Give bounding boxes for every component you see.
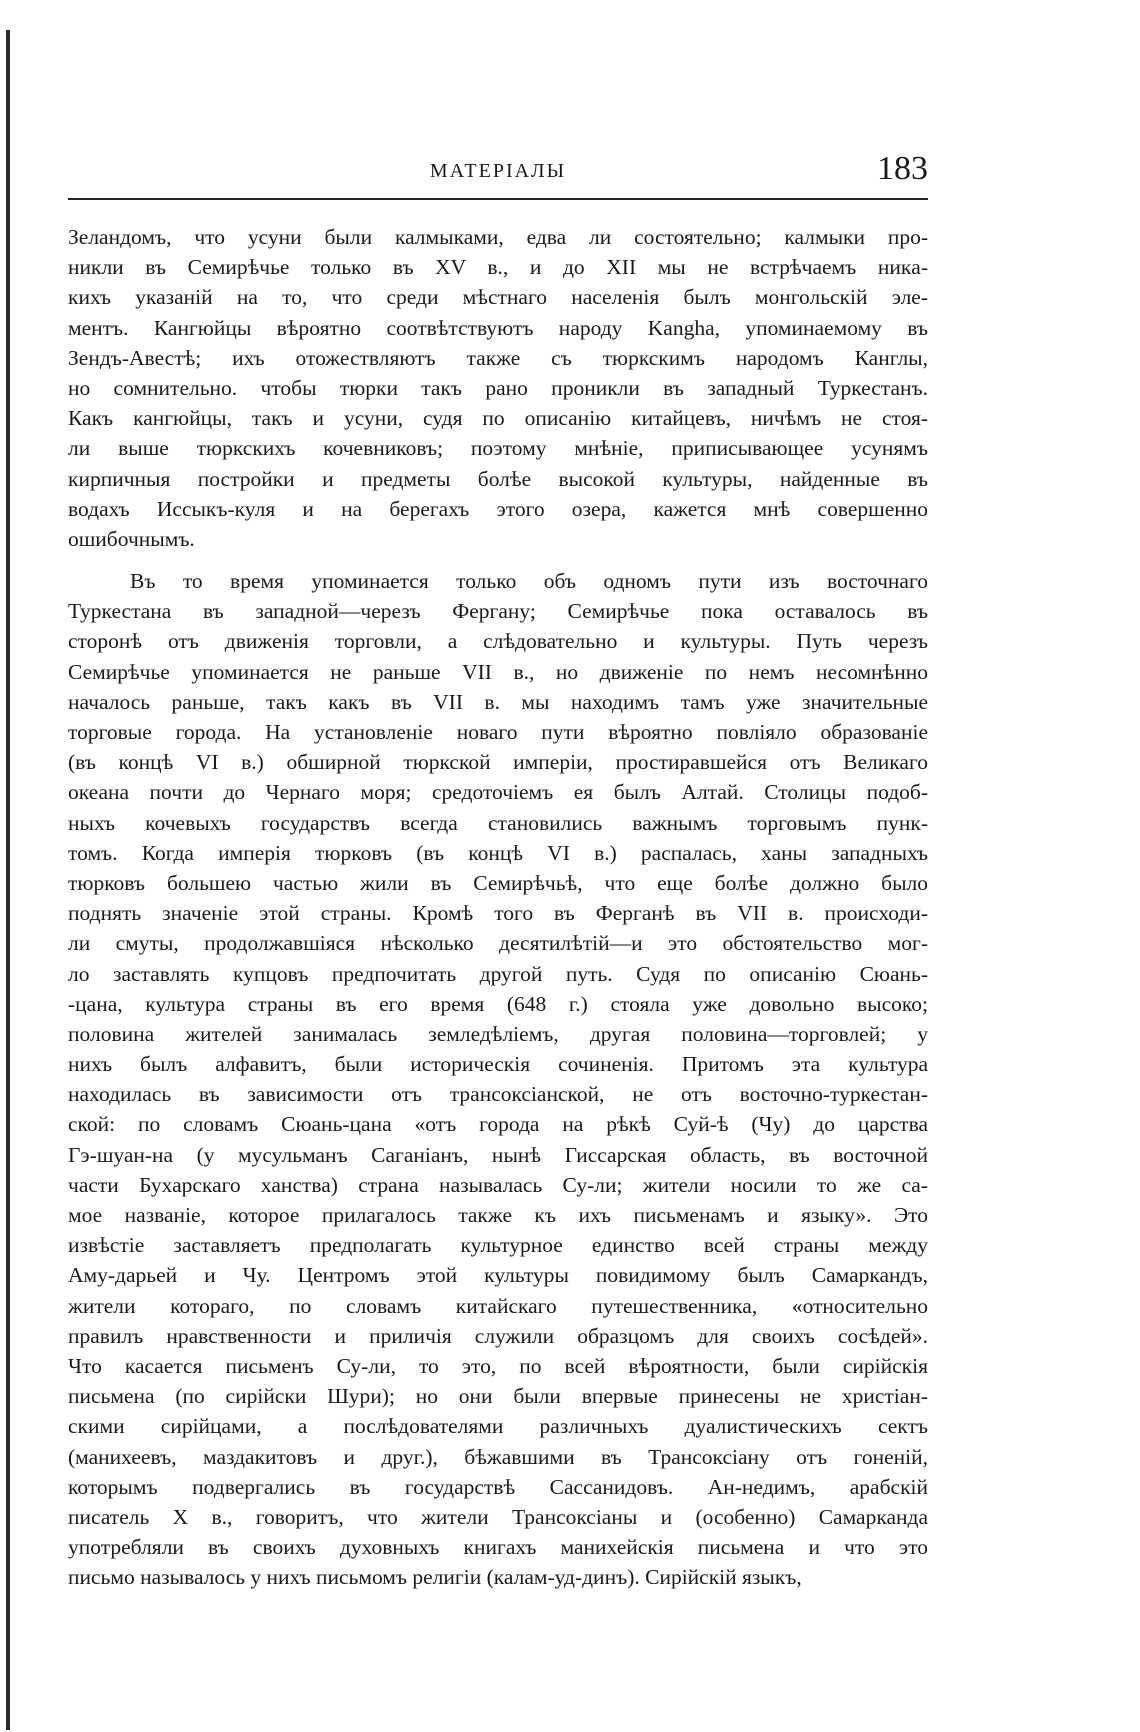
text-line: ло заставлять купцовъ предпочитать другой путь. Судя по описанію Сюань- (68, 961, 928, 986)
text-line: тюрковъ большею частью жили въ Семирѣчьѣ, что еще болѣе должно было (68, 870, 928, 895)
text-line: Туркестана въ западной—черезъ Фергану; Семирѣчье пока оставалось въ (68, 599, 928, 624)
text-line: началось раньше, такъ какъ въ VII в. мы находимъ тамъ уже значительные (68, 689, 928, 714)
text-line: ской: по словамъ Сюань-цана «отъ города на рѣкѣ Суй-ѣ (Чу) до царства (68, 1112, 928, 1137)
text-line: мое названіе, которое прилагалось также къ ихъ письменамъ и языку». Это (68, 1203, 928, 1227)
text-line: Гэ-шуан-на (у мусульманъ Саганіанъ, нынѣ Гиссарская область, въ восточной (68, 1142, 928, 1167)
text-line: скими сирійцами, а послѣдователями различныхъ дуалистическихъ сектъ (68, 1414, 928, 1439)
book-page (68, 150, 928, 1592)
text-line: писатель X в., говоритъ, что жители Трансоксіаны и (особенно) Самарканда (68, 1504, 928, 1529)
text-line: водахъ Иссыкъ-куля и на берегахъ этого озера, кажется мнѣ совершенно (68, 496, 928, 521)
text-line: Въ то время упоминается только объ одномъ пути изъ восточнаго (130, 569, 928, 594)
text-line: употребляли въ своихъ духовныхъ книгахъ манихейскія письмена и что это (68, 1535, 928, 1560)
text-line: письмена (по сирійски Шури); но они были впервые принесены не христіан- (68, 1384, 928, 1409)
text-line: ошибочнымъ. (68, 526, 195, 551)
text-line: извѣстіе заставляетъ предполагать культурное единство всей страны между (68, 1233, 928, 1258)
text-line: ли выше тюркскихъ кочевниковъ; поэтому мнѣніе, приписывающее усунямъ (68, 436, 928, 461)
text-line: Аму-дарьей и Чу. Центромъ этой культуры повидимому былъ Самаркандъ, (68, 1263, 928, 1288)
text-line: нихъ былъ алфавитъ, были историческія сочиненія. Притомъ эта культура (68, 1052, 928, 1077)
text-line: кихъ указаній на то, что среди мѣстнаго населенія былъ монгольскій эле- (68, 285, 928, 310)
running-title: МАТЕРІАЛЫ (429, 160, 567, 182)
text-line: никли въ Семирѣчье только въ XV в., и до XII мы не встрѣчаемъ никa- (68, 255, 928, 280)
text-line: Какъ кангюйцы, такъ и усуни, судя по описанію китайцевъ, ничѣмъ не стоя- (68, 406, 928, 431)
text-line: ныхъ кочевыхъ государствъ всегда становились важнымъ торговымъ пунк- (68, 810, 928, 835)
text-line: находилась въ зависимости отъ трансоксіанской, не отъ восточно-туркестан- (68, 1082, 928, 1107)
text-line: поднять значеніе этой страны. Кромѣ того въ Ферганѣ въ VII в. происходи- (68, 901, 928, 926)
page-edge-mark (6, 30, 10, 1730)
text-line: правилъ нравственности и приличія служили образцомъ для своихъ сосѣдей». (68, 1323, 928, 1348)
text-line: половина жителей занималась земледѣліемъ, другая половина—торговлей; у (68, 1021, 928, 1046)
text-line: ли смуты, продолжавшіяся нѣсколько десятилѣтій—и это обстоятельство мог- (68, 931, 928, 956)
text-line: томъ. Когда имперія тюрковъ (въ концѣ VI в.) распалась, ханы западныхъ (68, 840, 928, 865)
text-line: Зеландомъ, что усуни были калмыками, едва ли состоятельно; калмыки про- (68, 225, 928, 249)
text-line: Семирѣчье упоминается не раньше VII в., но движеніе по немъ несомнѣнно (68, 659, 928, 684)
paragraph-gap (68, 554, 928, 566)
text-line: (въ концѣ VI в.) обширной тюркской имперіи, простиравшейся отъ Великаго (68, 750, 928, 775)
text-line: Что касается письменъ Су-ли, то это, по всей вѣроятности, были сирійскія (68, 1353, 928, 1378)
text-line: ментъ. Кангюйцы вѣроятно соотвѣтствуютъ народу Kangha, упоминаемому въ (68, 315, 928, 340)
text-line: (манихеевъ, маздакитовъ и друг.), бѣжавшими въ Трансоксіану отъ гоненій, (68, 1444, 928, 1469)
text-line: сторонѣ отъ движенія торговли, а слѣдовательно и культуры. Путь черезъ (68, 629, 928, 654)
text-line: кирпичныя постройки и предметы болѣе высокой культуры, найденные въ (68, 466, 928, 491)
running-head (68, 150, 928, 200)
text-line: части Бухарскаго ханства) страна называлась Су-ли; жители носили то же са- (68, 1172, 928, 1197)
paragraph (68, 222, 928, 554)
text-line: письмо называлось у нихъ письмомъ религіи (калам-уд-динъ). Сирійскій языкъ, (68, 1565, 802, 1590)
text-line: торговые города. На установленіе новаго пути вѣроятно повліяло образованіе (68, 720, 928, 744)
paragraph (68, 566, 928, 1592)
page-number: 183 (877, 150, 928, 187)
text-line: но сомнительно. чтобы тюрки такъ рано проникли въ западный Туркестанъ. (68, 375, 928, 400)
text-line: которымъ подвергались въ государствѣ Сассанидовъ. Ан-недимъ, арабскій (68, 1474, 928, 1499)
text-line: Зендъ-Авестѣ; ихъ отожествляютъ также съ тюркскимъ народомъ Канглы, (68, 345, 928, 370)
body-text (68, 222, 928, 1592)
text-line: -цана, культура страны въ его время (648 г.) стояла уже довольно высоко; (68, 991, 928, 1016)
text-line: жители котораго, по словамъ китайскаго путешественника, «относительно (68, 1293, 928, 1318)
text-line: океана почти до Чернаго моря; средоточіемъ ея былъ Алтай. Столицы подоб- (68, 780, 928, 805)
